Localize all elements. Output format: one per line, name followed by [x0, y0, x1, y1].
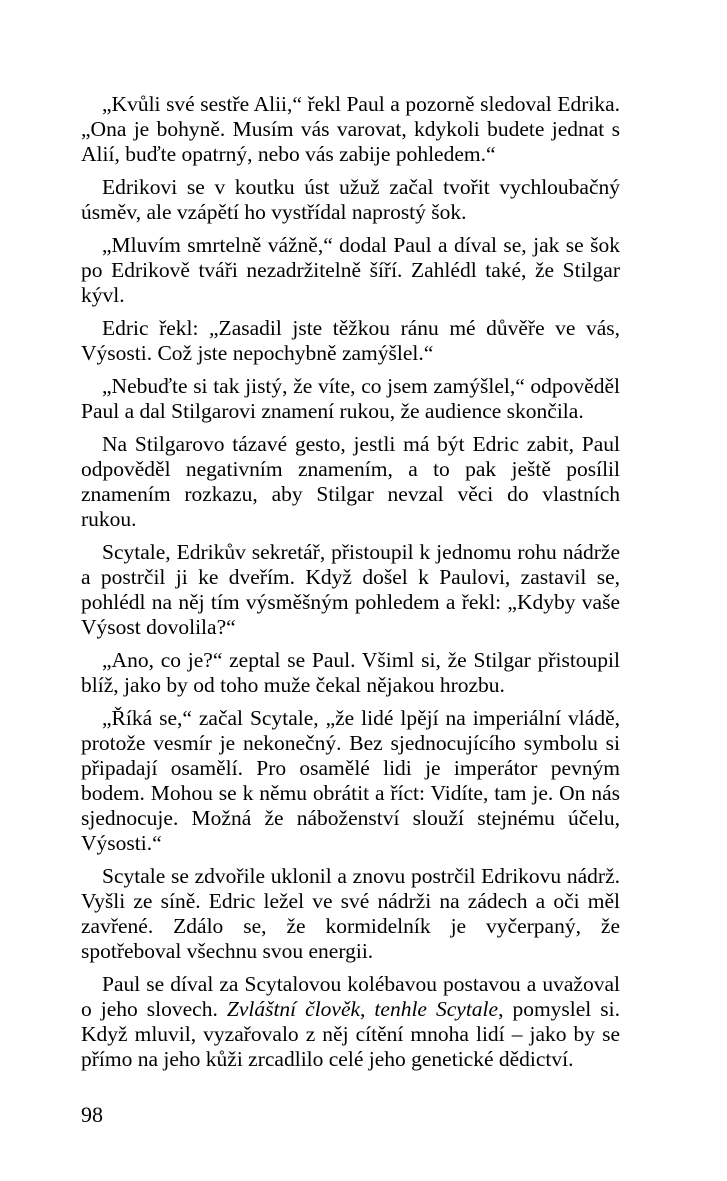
paragraph-text: Scytale se zdvořile uklonil a znovu postrčil Edrikovu nádrž. Vyšli ze síně. Edric ležel ve své nádrži na zádech a oči měl zavřené. Zdálo se, že kormidelník je vyčerpaný, že spotřeboval všechnu svou energii. — [81, 864, 620, 963]
book-page — [81, 92, 620, 1080]
paragraph-text: „Kvůli své sestře Alii,“ řekl Paul a pozorně sledoval Edrika. „Ona je bohyně. Musím vás varovat, kdykoli budete jednat s Alií, buďte opatrný, nebo vás zabije pohledem.“ — [81, 92, 620, 166]
paragraph — [81, 316, 620, 366]
paragraph-text: „Nebuďte si tak jistý, že víte, co jsem zamýšlel,“ odpověděl Paul a dal Stilgarovi znamení rukou, že audience skončila. — [81, 374, 620, 423]
paragraph-text: Paul se díval za Scytalovou kolébavou postavou a uvažoval o jeho slovech. — [81, 972, 620, 1021]
paragraph-text: Edric řekl: „Zasadil jste těžkou ránu mé důvěře ve vás, Výsosti. Což jste nepochybně zamýšlel.“ — [81, 316, 620, 365]
paragraph-text: Na Stilgarovo tázavé gesto, jestli má být Edric zabit, Paul odpověděl negativním znamením, a to pak ještě posílil znamením rozkazu, aby Stilgar nevzal věci do vlastních rukou. — [81, 432, 620, 531]
paragraph-text: „Ano, co je?“ zeptal se Paul. Všiml si, že Stilgar přistoupil blíž, jako by od toho muže čekal nějakou hrozbu. — [81, 648, 620, 697]
paragraph-text: „Mluvím smrtelně vážně,“ dodal Paul a díval se, jak se šok po Edrikově tváři nezadržitelně šíří. Zahlédl také, že Stilgar kývl. — [81, 233, 620, 307]
paragraph — [81, 540, 620, 640]
paragraph-text: „Říká se,“ začal Scytale, „že lidé lpějí na imperiální vládě, protože vesmír je nekonečný. Bez sjednocujícího symbolu si připadají osamělí. Pro osamělé lidi je imperátor pevným bodem. Mohou se k němu obrátit a říct: Vidíte, tam je. On nás sjednocuje. Možná že náboženství slouží stejnému účelu, Výsosti.“ — [81, 706, 620, 855]
page-number: 98 — [81, 1102, 103, 1127]
paragraph — [81, 432, 620, 532]
paragraph — [81, 233, 620, 308]
paragraph — [81, 92, 620, 167]
paragraph — [81, 972, 620, 1072]
paragraph — [81, 648, 620, 698]
italic-thought: Zvláštní člověk, tenhle Scytale — [226, 997, 499, 1021]
paragraph-text: Scytale, Edrikův sekretář, přistoupil k jednomu rohu nádrže a postrčil ji ke dveřím. Když došel k Paulovi, zastavil se, pohlédl na něj tím výsměšným pohledem a řekl: „Kdyby vaše Výsost dovolila?“ — [81, 540, 620, 639]
paragraph — [81, 864, 620, 964]
paragraph-text: , pomyslel si. Když mluvil, vyzařovalo z něj cítění mnoha lidí – jako by se přímo na jeho kůži zrcadlilo celé jeho genetické dědictví. — [81, 997, 621, 1071]
paragraph-text: Edrikovi se v koutku úst užuž začal tvořit vychloubačný úsměv, ale vzápětí ho vystřídal naprostý šok. — [81, 175, 620, 224]
paragraph — [81, 706, 620, 856]
paragraph — [81, 374, 620, 424]
paragraph — [81, 175, 620, 225]
